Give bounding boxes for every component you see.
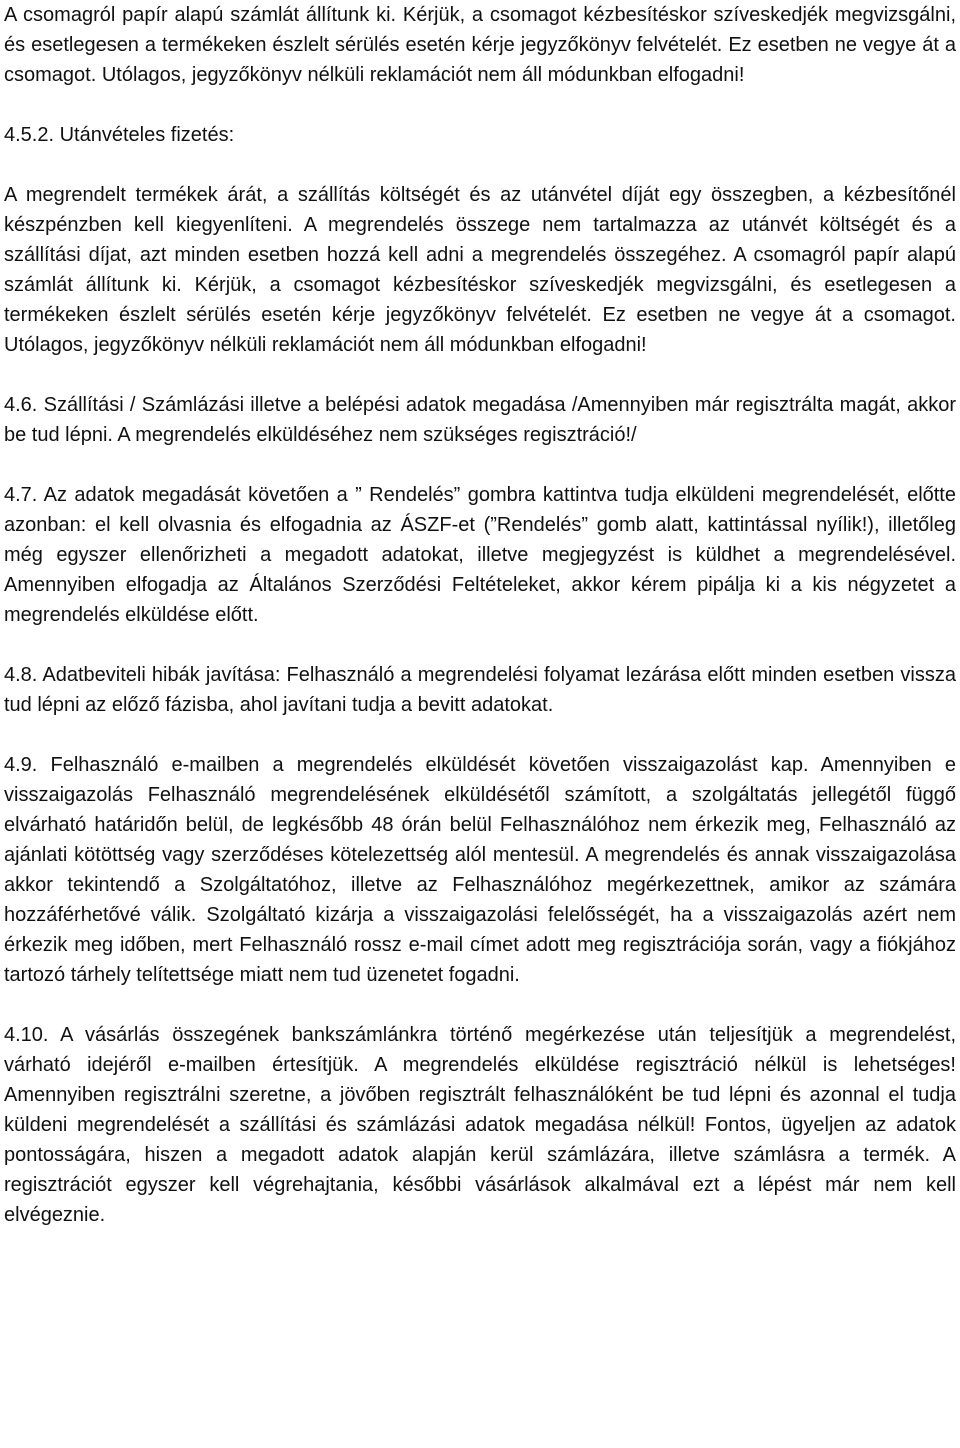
paragraph-cash-on-delivery: A megrendelt termékek árát, a szállítás költségét és az utánvétel díját egy összegben, a kézbesítőnél készpénzben kell kiegyenlíteni. A megrendelés összege nem tartalmazza az utánvét költségét és a szállítási díjat, azt minden esetben hozzá kell adni a megrendelés összegéhez. A csomagról papír alapú számlát állítunk ki. Kérjük, a csomagot kézbesítéskor szíveskedjék megvizsgálni, és esetlegesen a termékeken észlelt sérülés esetén kérje jegyzőkönyv felvételét. Ez esetben ne vegye át a csomagot. Utólagos, jegyzőkönyv nélküli reklamációt nem áll módunkban elfogadni! [4, 184, 956, 356]
heading-4-5-2-cash-on-delivery: 4.5.2. Utánvételes fizetés: [4, 124, 235, 146]
paragraph-4-7-order-submission: 4.7. Az adatok megadását követően a ” Rendelés” gombra kattintva tudja elküldeni megrendelését, előtte azonban: el kell olvasnia és elfogadnia az ÁSZF-et (”Rendelés” gomb alatt, kattintással nyílik!), illetőleg még egyszer ellenőrizheti a megadott adatokat, illetve megjegyzést is küldhet a megrendelésével. Amennyiben elfogadja az Általános Szerződési Feltételeket, akkor kérem pipálja ki a kis négyzetet a megrendelés elküldése előtt. [4, 484, 956, 626]
paragraph-4-8-input-error-correction: 4.8. Adatbeviteli hibák javítása: Felhasználó a megrendelési folyamat lezárása előtt minden esetben vissza tud lépni az előző fázisba, ahol javítani tudja a bevitt adatokat. [4, 664, 956, 716]
paragraph-invoice-inspection: A csomagról papír alapú számlát állítunk ki. Kérjük, a csomagot kézbesítéskor szíveskedjék megvizsgálni, és esetlegesen a termékeken észlelt sérülés esetén kérje jegyzőkönyv felvételét. Ez esetben ne vegye át a csomagot. Utólagos, jegyzőkönyv nélküli reklamációt nem áll módunkban elfogadni! [4, 4, 956, 86]
paragraph-4-10-bank-transfer: 4.10. A vásárlás összegének bankszámlánkra történő megérkezése után teljesítjük a megrendelést, várható idejéről e-mailben értesítjük. A megrendelés elküldése regisztráció nélkül is lehetséges! Amennyiben regisztrálni szeretne, a jövőben regisztrált felhasználóként be tud lépni és azonnal el tudja küldeni megrendelését a szállítási és számlázási adatok megadása nélkül! Fontos, ügyeljen az adatok pontosságára, hiszen a megadott adatok alapján kerül számlázára, illetve számlásra a termék. A regisztrációt egyszer kell végrehajtania, későbbi vásárlások alkalmával ezt a lépést már nem kell elvégeznie. [4, 1024, 956, 1226]
document-page [4, 0, 956, 1230]
paragraph-4-6-billing-shipping-login: 4.6. Szállítási / Számlázási illetve a belépési adatok megadása /Amennyiben már regisztrálta magát, akkor be tud lépni. A megrendelés elküldéséhez nem szükséges regisztráció!/ [4, 394, 956, 446]
paragraph-4-9-confirmation-email: 4.9. Felhasználó e-mailben a megrendelés elküldését követően visszaigazolást kap. Amennyiben e visszaigazolás Felhasználó megrendelésének elküldésétől számított, a szolgáltatás jellegétől függő elvárható határidőn belül, de legkésőbb 48 órán belül Felhasználóhoz nem érkezik meg, Felhasználó az ajánlati kötöttség vagy szerződéses kötelezettség alól mentesül. A megrendelés és annak visszaigazolása akkor tekintendő a Szolgáltatóhoz, illetve az Felhasználóhoz megérkezettnek, amikor az számára hozzáférhetővé válik. Szolgáltató kizárja a visszaigazolási felelősségét, ha a visszaigazolás azért nem érkezik meg időben, mert Felhasználó rossz e-mail címet adott meg regisztrációja során, vagy a fiókjához tartozó tárhely telítettsége miatt nem tud üzenetet fogadni. [4, 754, 956, 986]
